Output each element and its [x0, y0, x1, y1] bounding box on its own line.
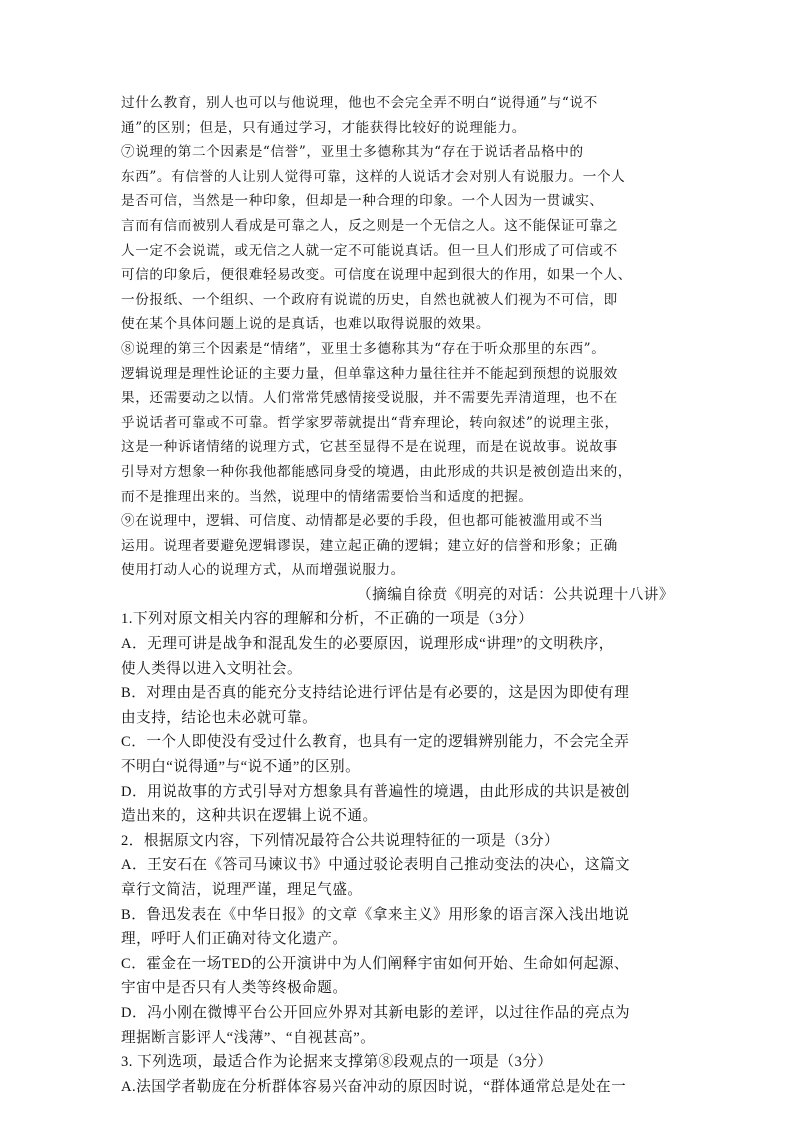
article-line: 过什么教育，别人也可以与他说理，他也不会完全弄不明白“说得通”与“说不	[121, 95, 598, 111]
question-line: 章行文简洁，说理严谨，理足气盛。	[121, 882, 363, 898]
question-line: A．无理可讲是战争和混乱发生的必要原因，说理形成“讲理”的文明秩序，	[121, 636, 614, 653]
article-line: 运用。说理者要避免逻辑谬误，建立起正确的逻辑；建立好的信誉和形象；正确	[121, 537, 618, 554]
question-line: A．王安石在《答司马谏议书》中通过驳论表明自己推动变法的决心，这篇文	[121, 857, 631, 874]
question-line: 造出来的，这种共识在逻辑上说不通。	[121, 808, 378, 825]
article-line: 使在某个具体问题上说的是真话，也难以取得说服的效果。	[121, 316, 491, 333]
question-line: 宇宙中是否只有人类等终极命题。	[121, 980, 348, 997]
question-line: B．对理由是否真的能充分支持结论进行评估是有必要的，这是因为即使有理	[121, 685, 630, 702]
article-line: 通”的区别；但是，只有通过学习，才能获得比较好的说理能力。	[121, 119, 526, 136]
question-line: 2．根据原文内容，下列情况最符合公共说理特征的一项是（3分）	[121, 832, 560, 849]
question-line: C．一个人即使没有受过什么教育，也具有一定的逻辑辨别能力，不会完全弄	[121, 734, 630, 751]
source-citation: （摘编自徐贲《明亮的对话：公共说理十八讲》	[357, 586, 674, 603]
article-line: 人一定不会说谎，或无信之人就一定不可能说真话。但一旦人们形成了可信或不	[121, 242, 618, 259]
question-line: 1.下列对原文相关内容的理解和分析，不正确的一项是（3分）	[121, 611, 534, 628]
question-line: 理，呼吁人们正确对待文化遗产。	[121, 931, 348, 948]
question-line: 3. 下列选项，最适合作为论据来支撑第⑧段观点的一项是（3分）	[121, 1054, 553, 1071]
article-line: ⑧说理的第三个因素是“情绪”，亚里士多德称其为“存在于听众那里的东西”。	[121, 340, 606, 357]
article-line: 这是一种诉诸情绪的说理方式，它甚至显得不是在说理，而是在说故事。说故事	[121, 439, 618, 456]
article-line: ⑨在说理中，逻辑、可信度、动情都是必要的手段，但也都可能被滥用或不当	[121, 513, 604, 530]
article-line: 使用打动人心的说理方式，从而增强说服力。	[121, 562, 405, 579]
question-section	[121, 607, 676, 1099]
question-line: C．霍金在一场TED的公开演讲中为人们阐释宇宙如何开始、生命如何起源、	[121, 955, 630, 972]
article-line: 言而有信而被别人看成是可靠之人，反之则是一个无信之人。这不能保证可靠之	[121, 217, 618, 234]
question-line: B．鲁迅发表在《中华日报》的文章《拿来主义》用形象的语言深入浅出地说	[121, 906, 630, 923]
article-text	[121, 91, 676, 583]
article-line: 果，还需要动之以情。人们常常凭感情接受说服，并不需要先弄清道理，也不在	[121, 390, 618, 407]
article-line: 一份报纸、一个组织、一个政府有说谎的历史，自然也就被人们视为不可信，即	[121, 291, 618, 308]
question-line: 由支持，结论也未必就可靠。	[121, 709, 318, 726]
article-line: 乎说话者可靠或不可靠。哲学家罗蒂就提出“背弃理论，转向叙述”的说理主张，	[121, 414, 619, 431]
question-line: 不明白“说得通”与“说不通”的区别。	[121, 759, 361, 776]
document-body	[121, 91, 676, 1099]
article-line: 逻辑说理是理性论证的主要力量，但单靠这种力量往往并不能起到预想的说服效	[121, 365, 618, 382]
question-line: A.法国学者勒庞在分析群体容易兴奋冲动的原因时说，“群体通常总是处在一	[121, 1078, 627, 1095]
article-line: 是否可信，当然是一种印象，但却是一种合理的印象。一个人因为一贯诚实、	[121, 193, 604, 210]
article-line: 引导对方想象一种你我他都能感同身受的境遇，由此形成的共识是被创造出来的，	[121, 463, 632, 480]
question-line: D．冯小刚在微博平台公开回应外界对其新电影的差评，以过往作品的亮点为	[121, 1004, 631, 1021]
article-line: 而不是推理出来的。当然，说理中的情绪需要恰当和适度的把握。	[121, 488, 533, 505]
article-line: 东西”。有信誉的人让别人觉得可靠，这样的人说话才会对别人有说服力。一个人	[121, 168, 626, 185]
article-line: 可信的印象后，便很难轻易改变。可信度在说理中起到很大的作用，如果一个人、	[121, 267, 632, 284]
question-line: 使人类得以进入文明社会。	[121, 660, 303, 677]
article-line: ⑦说理的第二个因素是“信誉”，亚里士多德称其为“存在于说话者品格中的	[121, 144, 584, 161]
question-line: 理据断言影评人“浅薄”、“自视甚高”。	[121, 1029, 376, 1046]
question-line: D．用说故事的方式引导对方想象具有普遍性的境遇，由此形成的共识是被创	[121, 783, 631, 800]
